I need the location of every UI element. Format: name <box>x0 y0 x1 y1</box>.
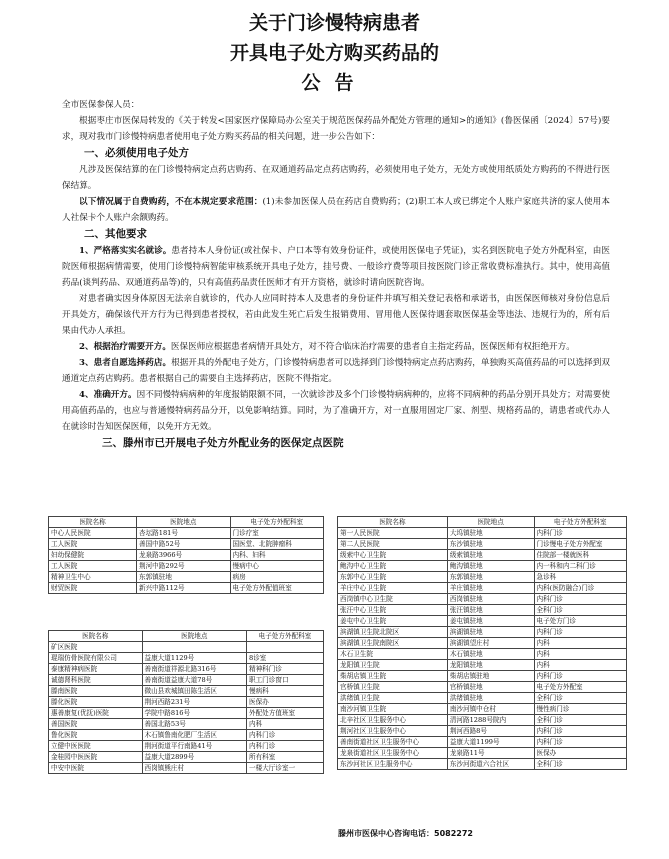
table-cell: 善南街道社区卫生服务中心 <box>338 737 448 748</box>
table-cell: 内科门诊 <box>247 741 324 752</box>
table-cell: 西岗镇中心卫生院 <box>338 594 448 605</box>
section-1-paragraph-2-text: (1)未参加医保人员在药店自费购药；(2)职工本人或已绑定个人账户家庭共济的家人使用本人社保卡个人账户余额购药。 <box>62 197 610 223</box>
table-cell: 木石镇驻地 <box>447 649 534 660</box>
table-row <box>338 682 627 693</box>
column-header: 医院地点 <box>142 631 247 642</box>
table-cell: 住院部一楼就医科 <box>534 550 627 561</box>
table-cell: 精神卫生中心 <box>49 572 137 583</box>
section-2-heading: 二、其他要求 <box>84 228 147 240</box>
table-cell: 内科门诊 <box>534 528 627 539</box>
table-cell: 第二人民医院 <box>338 539 448 550</box>
table-cell: 金桂园中医医院 <box>49 752 143 763</box>
table-row <box>338 550 627 561</box>
table-row <box>49 697 324 708</box>
table-row <box>49 561 324 572</box>
table-row <box>338 759 627 770</box>
table-cell: 西岗镇驻地 <box>447 594 534 605</box>
table-row <box>338 627 627 638</box>
column-header: 医院地点 <box>447 517 534 528</box>
table-row <box>49 664 324 675</box>
table-cell: 财贸医院 <box>49 583 137 594</box>
table-row <box>49 583 324 594</box>
notice-body <box>62 97 610 452</box>
table-cell: 大坞镇驻地 <box>447 528 534 539</box>
table-cell: 所有科室 <box>247 752 324 763</box>
table-cell: 内科门诊 <box>534 737 627 748</box>
table-cell: 第一人民医院 <box>338 528 448 539</box>
table-row <box>49 642 324 653</box>
table-cell: 内科 <box>534 638 627 649</box>
table-cell: 中心人民医院 <box>49 528 137 539</box>
table-cell: 善国医院 <box>49 719 143 730</box>
table-cell: 工人医院 <box>49 539 137 550</box>
table-cell: 内科、妇科 <box>230 550 324 561</box>
table-cell: 北辛社区卫生服务中心 <box>338 715 448 726</box>
table-cell: 立健中医医院 <box>49 741 143 752</box>
table-cell: 木石卫生院 <box>338 649 448 660</box>
item-3-lead: 3、患者自愿选择药店。 <box>79 358 172 368</box>
table-cell: 洪绪镇卫生院 <box>338 693 448 704</box>
footer-hotline: 滕州市医保中心咨询电话：5082272 <box>338 829 473 838</box>
title-line-2: 开具电子处方购买药品的 <box>229 42 439 64</box>
table-cell: 内科门诊 <box>534 726 627 737</box>
table-cell: 官桥镇卫生院 <box>338 682 448 693</box>
table-cell: 惠善康复(优抚)医院 <box>49 708 143 719</box>
table-cell: 羊庄中心卫生院 <box>338 583 448 594</box>
table-cell: 善南街道益康大道78号 <box>142 675 247 686</box>
table-row <box>338 715 627 726</box>
table-cell: 内科门诊 <box>534 627 627 638</box>
table-cell: 一楼大厅诊室一 <box>247 763 324 774</box>
table-cell: 滨湖镇卫生院南院区 <box>338 638 448 649</box>
item-1 <box>62 243 610 291</box>
table-row <box>338 649 627 660</box>
item-1-text: 患者持本人身份证(或社保卡、户口本等有效身份证件，或使用医保电子凭证)，实名到医院电子处方外配科室，由医院医师根据病情需要，使用门诊慢特病智能审核系统开具电子处方，挂号费、一般诊疗费等项目按医院门诊正常收费标准执行。其中，使用高值药品(谈判药品、双通道药品等)的，只有高值药品责任医师才有开方资格，就诊时请向医院咨询。 <box>62 246 610 288</box>
table-cell: 慢病中心 <box>230 561 324 572</box>
table-cell: 东郭镇驻地 <box>137 572 231 583</box>
table-cell: 全科门诊 <box>534 759 627 770</box>
table-cell: 龙阳镇卫生院 <box>338 660 448 671</box>
hospital-table-c <box>337 516 627 770</box>
table-cell: 东沙河社区卫生服务中心 <box>338 759 448 770</box>
table-row <box>338 616 627 627</box>
table-row <box>338 638 627 649</box>
table-cell: 门诊疗室 <box>230 528 324 539</box>
table-cell: 滨湖镇卫生院北院区 <box>338 627 448 638</box>
table-cell: 妇幼保健院 <box>49 550 137 561</box>
table-cell: 益康大道1129号 <box>142 653 247 664</box>
column-header: 医院名称 <box>49 517 137 528</box>
table-cell: 荆河社区卫生服务中心 <box>338 726 448 737</box>
table-cell: 滕南医院 <box>49 686 143 697</box>
table-cell: 洪绪镇驻地 <box>447 693 534 704</box>
section-1-heading: 一、必须使用电子处方 <box>84 147 189 159</box>
section-1-paragraph-1: 凡涉及医保结算的在门诊慢特病定点药店购药、在双通道药品定点药店购药，必须使用电子处方，无处方或使用纸质处方购药的不得进行医保结算。 <box>62 165 610 191</box>
salutation: 全市医保参保人员： <box>62 100 140 110</box>
table-cell: 8诊室 <box>247 653 324 664</box>
table-cell: 国医堂、北院肿瘤科 <box>230 539 324 550</box>
table-cell: 柴胡店镇驻地 <box>447 671 534 682</box>
item-4-lead: 4、准确开方。 <box>79 390 137 400</box>
table-cell: 东郭中心卫生院 <box>338 572 448 583</box>
table-cell: 全科门诊 <box>534 693 627 704</box>
table-row <box>49 708 324 719</box>
table-cell: 姜屯镇驻地 <box>447 616 534 627</box>
column-header: 电子处方外配科室 <box>230 517 324 528</box>
table-cell: 慢病科 <box>247 686 324 697</box>
table-row <box>338 528 627 539</box>
table-row <box>338 748 627 759</box>
table-cell: 级索中心卫生院 <box>338 550 448 561</box>
table-cell: 精神科门诊 <box>247 664 324 675</box>
table-cell: 内科 <box>534 649 627 660</box>
table-cell: 张汪中心卫生院 <box>338 605 448 616</box>
table-cell: 鲁化医院 <box>49 730 143 741</box>
table-cell: 荆河中路292号 <box>137 561 231 572</box>
table-row <box>49 653 324 664</box>
table-cell: 南沙河镇卫生院 <box>338 704 448 715</box>
table-cell: 木石镇鲁南化肥厂生活区 <box>142 730 247 741</box>
hospital-table-b <box>48 630 324 774</box>
table-cell: 龙泉街道社区卫生服务中心 <box>338 748 448 759</box>
table-cell: 慢性病门诊 <box>534 704 627 715</box>
table-header-row <box>338 517 627 528</box>
table-cell: 善国北路53号 <box>142 719 247 730</box>
table-cell: 急诊科 <box>534 572 627 583</box>
item-1-lead: 1、严格落实实名就诊。 <box>79 246 172 256</box>
table-cell: 东郭镇驻地 <box>447 572 534 583</box>
intro-paragraph: 根据枣庄市医保局转发的《关于转发<国家医疗保障局办公室关于规范医保药品外配处方管理的通知>的通知》(鲁医保函〔2024〕57号)要求，现对我市门诊慢特病患者使用电子处方购买药品的相关问题，进一步公告如下： <box>62 116 610 142</box>
table-cell: 鲍沟中心卫生院 <box>338 561 448 572</box>
item-3-text: 根据开具的外配电子处方，门诊慢特病患者可以选择到门诊慢特病定点药店购药，单独购买高值药品的可以选择到双通道定点药店购药。患者根据自己的需要自主选择药店，医院不得指定。 <box>62 358 610 384</box>
table-cell: 东沙镇驻地 <box>447 539 534 550</box>
table-cell: 新兴中路112号 <box>137 583 231 594</box>
column-header: 医院名称 <box>49 631 143 642</box>
table-cell: 官桥镇驻地 <box>447 682 534 693</box>
table-row <box>338 605 627 616</box>
column-header: 电子处方外配科室 <box>247 631 324 642</box>
section-1-paragraph-2 <box>62 194 610 226</box>
table-cell: 职工门诊窗口 <box>247 675 324 686</box>
table-cell: 张汪镇驻地 <box>447 605 534 616</box>
table-cell: 益康大道2899号 <box>142 752 247 763</box>
table-row <box>49 539 324 550</box>
column-header: 医院地点 <box>137 517 231 528</box>
table-cell: 清河路1288号院内 <box>447 715 534 726</box>
table-cell: 鲍沟镇驻地 <box>447 561 534 572</box>
table-cell: 善南街道祥源北路316号 <box>142 664 247 675</box>
table-row <box>49 752 324 763</box>
table-row <box>338 726 627 737</box>
table-cell: 龙泉路11号 <box>447 748 534 759</box>
table-row <box>49 550 324 561</box>
table-cell: 内科门诊 <box>534 594 627 605</box>
section-3-heading: 三、滕州市已开展电子处方外配业务的医保定点医院 <box>102 437 344 449</box>
table-cell: 电子处方外配室 <box>534 682 627 693</box>
table-cell: 善国中路52号 <box>137 539 231 550</box>
table-row <box>338 583 627 594</box>
table-cell: 琨瑞仿骨医院有限公司 <box>49 653 143 664</box>
item-1-paragraph-2: 对患者确实因身体原因无法亲自就诊的，代办人应同时持本人及患者的身份证件并填写相关登记表格和承诺书，由医保医师核对身份信息后开具处方，确保该代开方行为已得到患者授权，若由此发生死亡后发生报销费用、冒用他人医保待遇套取医保基金等违法、违规行为的，所有后果由代办人承担。 <box>62 294 610 336</box>
table-cell: 荆河西路231号 <box>142 697 247 708</box>
table-row <box>49 730 324 741</box>
table-cell: 滨湖镇望庄村 <box>447 638 534 649</box>
table-cell: 中安中医院 <box>49 763 143 774</box>
table-cell <box>247 642 324 653</box>
table-row <box>338 737 627 748</box>
table-cell: 荆河西路8号 <box>447 726 534 737</box>
table-cell: 荆河街道平行南路41号 <box>142 741 247 752</box>
table-cell: 全科门诊 <box>534 605 627 616</box>
table-cell: 微山县欢城镇田陈生活区 <box>142 686 247 697</box>
table-cell: 益康大道1199号 <box>447 737 534 748</box>
table-cell: 工人医院 <box>49 561 137 572</box>
table-cell: 医保办 <box>247 697 324 708</box>
table-row <box>338 660 627 671</box>
title-line-1: 关于门诊慢特病患者 <box>248 12 420 34</box>
table-cell: 滕化医院 <box>49 697 143 708</box>
table-cell: 学院中路816号 <box>142 708 247 719</box>
table-row <box>49 686 324 697</box>
table-row <box>49 528 324 539</box>
table-cell: 内科(医防融合)门诊 <box>534 583 627 594</box>
table-cell: 柴胡店镇卫生院 <box>338 671 448 682</box>
table-row <box>338 539 627 550</box>
table-cell <box>142 642 247 653</box>
table-cell: 矿区医院 <box>49 642 143 653</box>
item-3 <box>62 355 610 387</box>
table-cell: 外配处方值班室 <box>247 708 324 719</box>
item-2-lead: 2、根据治疗需要开方。 <box>79 342 171 352</box>
table-cell: 门诊慢电子处方外配室 <box>534 539 627 550</box>
item-4-text: 因不同慢特病病种的年度报销限额不同，一次就诊涉及多个门诊慢特病病种的，应将不同病种的药品分别开具处方；对需要使用高值药品的，也应与普通慢特病药品分开，以免影响结算。同时，为了准确开方，对一直服用固定厂家、剂型、规格药品的，请患者或代办人在就诊时告知医保医师，以免开方无效。 <box>62 390 610 432</box>
table-cell: 医保办 <box>534 748 627 759</box>
table-cell: 病房 <box>230 572 324 583</box>
table-row <box>338 594 627 605</box>
table-cell: 龙阳镇驻地 <box>447 660 534 671</box>
table-row <box>338 561 627 572</box>
table-cell: 电子处方外配值班室 <box>230 583 324 594</box>
item-2-text: 医保医师应根据患者病情开具处方，对不符合临床治疗需要的患者自主指定药品，医保医师有权拒绝开方。 <box>170 342 575 352</box>
table-row <box>338 704 627 715</box>
table-row <box>49 719 324 730</box>
table-row <box>49 741 324 752</box>
table-cell: 内科 <box>247 719 324 730</box>
table-header-row <box>49 517 324 528</box>
table-row <box>338 572 627 583</box>
table-cell: 杏坛路181号 <box>137 528 231 539</box>
table-header-row <box>49 631 324 642</box>
table-cell: 内科门诊 <box>534 671 627 682</box>
table-row <box>49 675 324 686</box>
table-cell: 泰康精神病医院 <box>49 664 143 675</box>
table-cell: 东沙河街道六合社区 <box>447 759 534 770</box>
column-header: 电子处方外配科室 <box>534 517 627 528</box>
table-cell: 诚德肾科医院 <box>49 675 143 686</box>
table-cell: 姜屯中心卫生院 <box>338 616 448 627</box>
table-cell: 电子处方门诊 <box>534 616 627 627</box>
hospital-table-a <box>48 516 324 594</box>
table-cell: 龙泉路3966号 <box>137 550 231 561</box>
table-cell: 级索镇驻地 <box>447 550 534 561</box>
table-row <box>338 693 627 704</box>
table-cell: 羊庄镇驻地 <box>447 583 534 594</box>
item-4 <box>62 387 610 435</box>
section-1-bold-lead: 以下情况属于自费购药，不在本规定要求范围： <box>79 197 263 207</box>
table-cell: 内科 <box>534 660 627 671</box>
table-cell: 西岗镇熊庄村 <box>142 763 247 774</box>
table-row <box>338 671 627 682</box>
table-cell: 滨湖镇驻地 <box>447 627 534 638</box>
table-cell: 内科门诊 <box>247 730 324 741</box>
table-cell: 内一科和内二科门诊 <box>534 561 627 572</box>
table-cell: 全科门诊 <box>534 715 627 726</box>
item-2 <box>62 339 610 355</box>
table-row <box>49 572 324 583</box>
table-cell: 南沙河镇中仓村 <box>447 704 534 715</box>
table-row <box>49 763 324 774</box>
column-header: 医院名称 <box>338 517 448 528</box>
title-line-3: 公告 <box>301 72 368 94</box>
